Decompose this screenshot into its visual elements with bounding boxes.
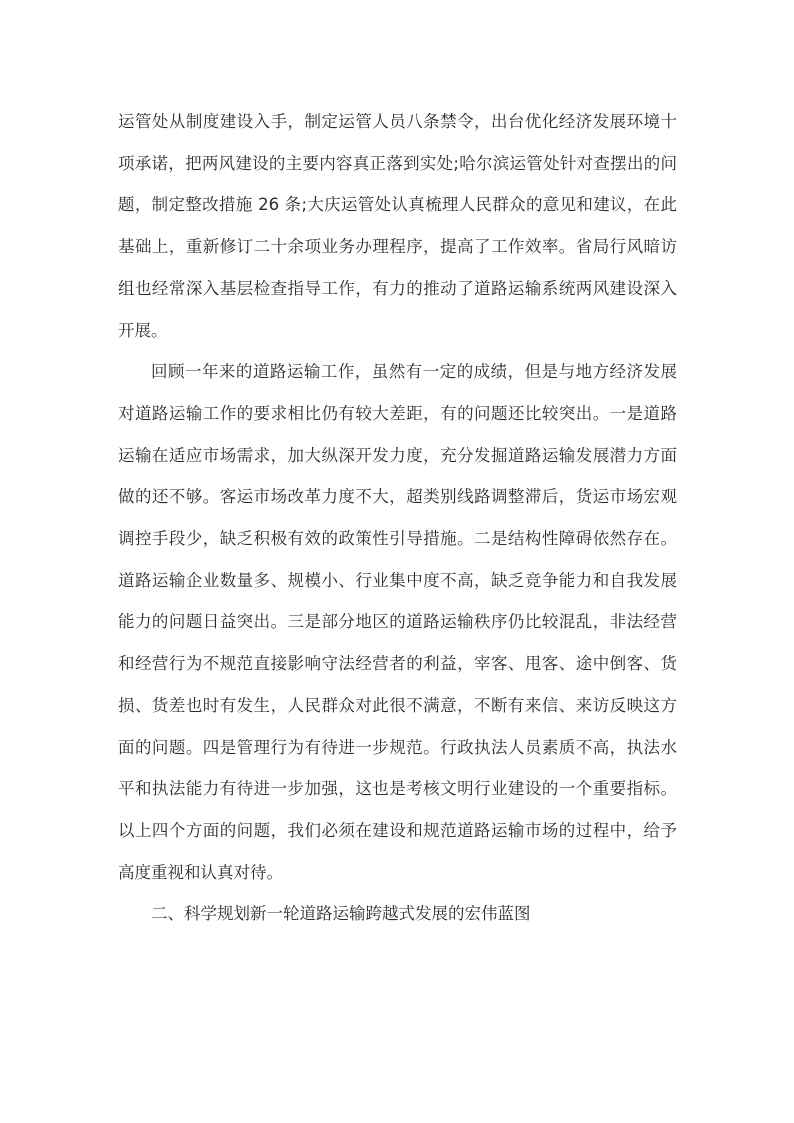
section-heading: 二、科学规划新一轮道路运输跨越式发展的宏伟蓝图 bbox=[151, 904, 531, 924]
paragraph-review: 回顾一年来的道路运输工作，虽然有一定的成绩，但是与地方经济发展对道路运输工作的要求相比仍有较大差距，有的问题还比较突出。一是道路运输在适应市场需求，加大纵深开发力度，充分发掘道路运输发展潜力方面做的还不够。客运市场改革力度不大，超类别线路调整滞后，货运市场宏观调控手段少，缺乏积极有效的政策性引导措施。二是结构性障碍依然存在。道路运输企业数量多、规模小、行业集中度不高，缺乏竞争能力和自我发展能力的问题日益突出。三是部分地区的道路运输秩序仍比较混乱，非法经营和经营行为不规范直接影响守法经营者的利益，宰客、甩客、途中倒客、货损、货差也时有发生，人民群众对此很不满意，不断有来信、来访反映这方面的问题。四是管理行为有待进一步规范。行政执法人员素质不高，执法水平和执法能力有待进一步加强，这也是考核文明行业建设的一个重要指标。以上四个方面的问题，我们必须在建设和规范道路运输市场的过程中，给予高度重视和认真对待。 bbox=[118, 362, 677, 882]
document-body bbox=[118, 101, 677, 935]
paragraph-continuation: 运管处从制度建设入手，制定运管人员八条禁令，出台优化经济发展环境十项承诺，把两风建设的主要内容真正落到实处;哈尔滨运管处针对查摆出的问题，制定整改措施 26 条;大庆运管处认真梳理人民群众的意见和建议，在此基础上，重新修订二十余项业务办理程序，提高了工作效率。省局行风暗访组也经常深入基层检查指导工作，有力的推动了道路运输系统两风建设深入开展。 bbox=[118, 112, 677, 340]
